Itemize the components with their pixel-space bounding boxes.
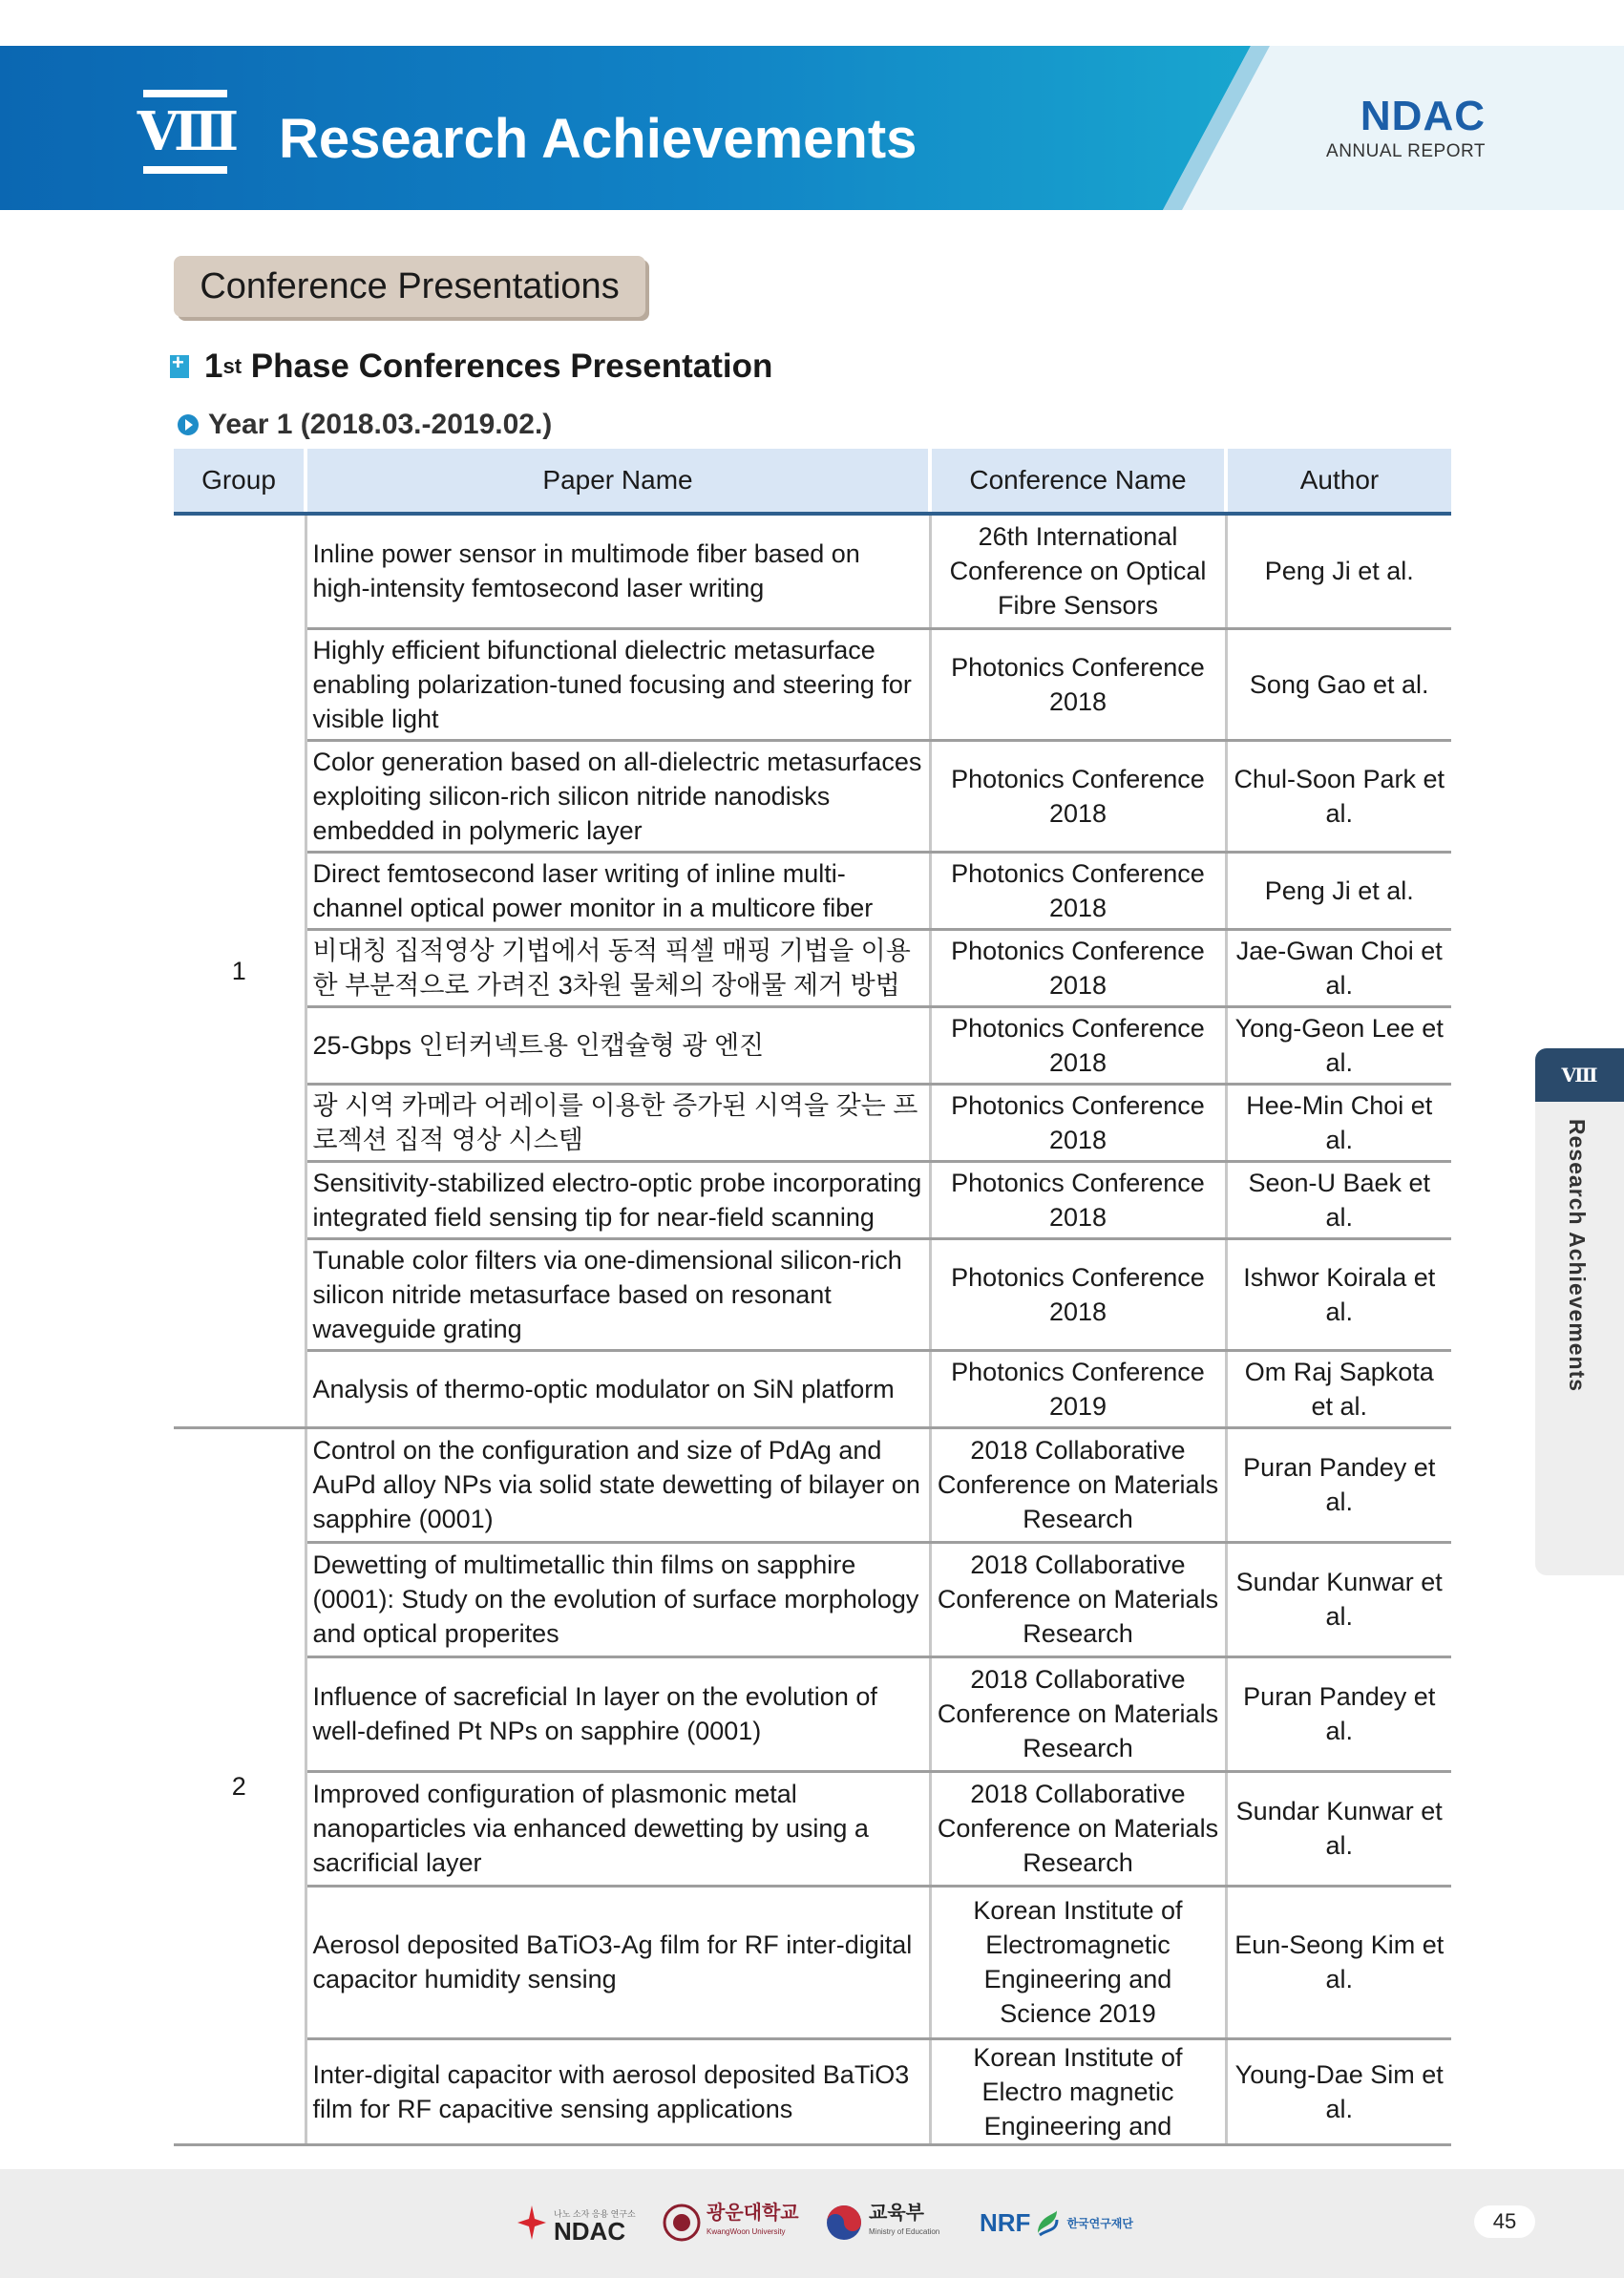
phase-heading [170, 348, 772, 386]
table-row [174, 1656, 1451, 1771]
chapter-side-tab[interactable] [1535, 1048, 1624, 1575]
author-cell: Om Raj Sapkota et al. [1226, 1350, 1451, 1427]
conference-name-cell: Photonics Conference 2018 [930, 1238, 1226, 1350]
conference-name-cell: 26th International Conference on Optical Fibre Sensors [930, 514, 1226, 628]
table-row [174, 2038, 1451, 2144]
table-row [174, 1886, 1451, 2038]
plus-square-icon [170, 355, 189, 378]
year-heading-text: Year 1 (2018.03.-2019.02.) [208, 409, 553, 440]
author-cell: Eun-Seong Kim et al. [1226, 1886, 1451, 2038]
phase-ordinal: 1 [204, 348, 223, 385]
moe-logo-small: Ministry of Education [869, 2227, 940, 2236]
conference-name-cell: Photonics Conference 2018 [930, 1006, 1226, 1084]
paper-name-cell: Color generation based on all-dielectric metasurfaces exploiting silicon-rich silicon nitride nanodisks embedded in polymeric layer [306, 740, 930, 852]
side-tab-chapter-numeral: Ⅷ [1535, 1048, 1624, 1102]
table-header-row [174, 449, 1451, 514]
paper-name-cell: Dewetting of multimetallic thin films on sapphire (0001): Study on the evolution of surface morphology and optical properites [306, 1542, 930, 1656]
chapter-numeral: Ⅷ [139, 84, 231, 179]
paper-name-cell: Inter-digital capacitor with aerosol deposited BaTiO3 film for RF capacitive sensing applications [306, 2038, 930, 2144]
ndac-logo-small: 나노 소자 응용 연구소 [554, 2209, 636, 2219]
nrf-logo [980, 2199, 1133, 2246]
conference-name-cell: 2018 Collaborative Conference on Materials Research [930, 1427, 1226, 1542]
paper-name-cell: Improved configuration of plasmonic metal nanoparticles via enhanced dewetting by using a sacrificial layer [306, 1771, 930, 1886]
author-cell: Young-Dae Sim et al. [1226, 2038, 1451, 2144]
table-row [174, 1542, 1451, 1656]
conference-name-cell: 2018 Collaborative Conference on Materials Research [930, 1542, 1226, 1656]
column-header-author: Author [1226, 449, 1451, 514]
paper-name-cell: 25-Gbps 인터커넥트용 인캡슐형 광 엔진 [306, 1006, 930, 1084]
column-header-group: Group [174, 449, 306, 514]
page-number: 45 [1474, 2205, 1535, 2238]
paper-name-cell: Highly efficient bifunctional dielectric metasurface enabling polarization-tuned focusing and steering for visible light [306, 628, 930, 740]
group-cell: 2 [174, 1427, 306, 2144]
conference-name-cell: Photonics Conference 2018 [930, 628, 1226, 740]
phase-ordinal-suffix: st [222, 354, 243, 378]
table-row [174, 1771, 1451, 1886]
paper-name-cell: Analysis of thermo-optic modulator on SiN platform [306, 1350, 930, 1427]
brand-logo [1323, 95, 1486, 162]
paper-name-cell: Tunable color filters via one-dimensional silicon-rich silicon nitride metasurface based on resonant waveguide grating [306, 1238, 930, 1350]
ndac-star-icon [516, 2204, 548, 2242]
conference-name-cell: 2018 Collaborative Conference on Materials Research [930, 1656, 1226, 1771]
brand-subtitle: ANNUAL REPORT [1326, 141, 1486, 161]
author-cell: Puran Pandey et al. [1226, 1427, 1451, 1542]
moe-logo-name: 교육부 [869, 2203, 924, 2224]
paper-name-cell: Aerosol deposited BaTiO3-Ag film for RF inter-digital capacitor humidity sensing [306, 1886, 930, 2038]
year-heading [178, 409, 552, 441]
paper-name-cell: Influence of sacreficial In layer on the evolution of well-defined Pt NPs on sapphire (0001) [306, 1656, 930, 1771]
author-cell: Song Gao et al. [1226, 628, 1451, 740]
section-label: Conference Presentations [174, 256, 645, 317]
ministry-of-education-logo [825, 2199, 939, 2246]
page-footer [0, 2169, 1624, 2278]
paper-name-cell: Inline power sensor in multimode fiber based on high-intensity femtosecond laser writing [306, 514, 930, 628]
conference-name-cell: Korean Institute of Electro magnetic Engineering and [930, 2038, 1226, 2144]
author-cell: Peng Ji et al. [1226, 852, 1451, 929]
conference-name-cell: Photonics Conference 2018 [930, 740, 1226, 852]
author-cell: Sundar Kunwar et al. [1226, 1542, 1451, 1656]
paper-name-cell: 광 시역 카메라 어레이를 이용한 증가된 시역을 갖는 프로젝션 집적 영상 시스템 [306, 1084, 930, 1161]
side-tab-label: Research Achievements [1565, 1119, 1590, 1393]
brand-name: NDAC [1360, 93, 1486, 139]
conference-name-cell: 2018 Collaborative Conference on Materials Research [930, 1771, 1226, 1886]
table-row [174, 1350, 1451, 1427]
nrf-logo-name: NRF [980, 2207, 1031, 2237]
conference-name-cell: Photonics Conference 2019 [930, 1350, 1226, 1427]
author-cell: Chul-Soon Park et al. [1226, 740, 1451, 852]
author-cell: Seon-U Baek et al. [1226, 1161, 1451, 1238]
paper-name-cell: Sensitivity-stabilized electro-optic probe incorporating integrated field sensing tip for near-field scanning [306, 1161, 930, 1238]
ndac-logo [516, 2199, 636, 2246]
column-header-paper-name: Paper Name [306, 449, 930, 514]
author-cell: Yong-Geon Lee et al. [1226, 1006, 1451, 1084]
chapter-title: Research Achievements [279, 108, 917, 170]
nrf-logo-small: 한국연구재단 [1066, 2216, 1133, 2230]
table-row [174, 1161, 1451, 1238]
table-row [174, 514, 1451, 628]
paper-name-cell: Control on the configuration and size of PdAg and AuPd alloy NPs via solid state dewetting of bilayer on sapphire (0001) [306, 1427, 930, 1542]
column-header-conference-name: Conference Name [930, 449, 1226, 514]
conference-name-cell: Photonics Conference 2018 [930, 1084, 1226, 1161]
author-cell: Puran Pandey et al. [1226, 1656, 1451, 1771]
paper-name-cell: Direct femtosecond laser writing of inline multi-channel optical power monitor in a multicore fiber [306, 852, 930, 929]
kwangwoon-logo-name: 광운대학교 [707, 2203, 799, 2224]
page-header [0, 46, 1624, 210]
play-circle-icon [178, 414, 199, 435]
author-cell: Jae-Gwan Choi et al. [1226, 929, 1451, 1006]
table-row [174, 929, 1451, 1006]
author-cell: Ishwor Koirala et al. [1226, 1238, 1451, 1350]
table-row [174, 1238, 1451, 1350]
conference-table [174, 449, 1451, 2146]
conference-name-cell: Photonics Conference 2018 [930, 929, 1226, 1006]
paper-name-cell: 비대칭 집적영상 기법에서 동적 픽셀 매핑 기법을 이용한 부분적으로 가려진 3차원 물체의 장애물 제거 방법 [306, 929, 930, 1006]
table-row [174, 628, 1451, 740]
kwangwoon-logo-small: KwangWoon University [707, 2227, 786, 2236]
phase-heading-text: Phase Conferences Presentation [242, 348, 773, 385]
conference-name-cell: Photonics Conference 2018 [930, 1161, 1226, 1238]
table-row [174, 1006, 1451, 1084]
table-row [174, 1084, 1451, 1161]
table-row [174, 1427, 1451, 1542]
table-row [174, 852, 1451, 929]
kwangwoon-university-logo [663, 2199, 799, 2246]
ndac-logo-name: NDAC [554, 2217, 626, 2246]
taegeuk-icon [825, 2204, 863, 2242]
group-cell: 1 [174, 514, 306, 1427]
nrf-swirl-icon [1034, 2206, 1061, 2239]
conference-name-cell: Photonics Conference 2018 [930, 852, 1226, 929]
conference-name-cell: Korean Institute of Electromagnetic Engineering and Science 2019 [930, 1886, 1226, 2038]
table-row [174, 740, 1451, 852]
author-cell: Peng Ji et al. [1226, 514, 1451, 628]
author-cell: Sundar Kunwar et al. [1226, 1771, 1451, 1886]
university-seal-icon [663, 2204, 701, 2242]
author-cell: Hee-Min Choi et al. [1226, 1084, 1451, 1161]
